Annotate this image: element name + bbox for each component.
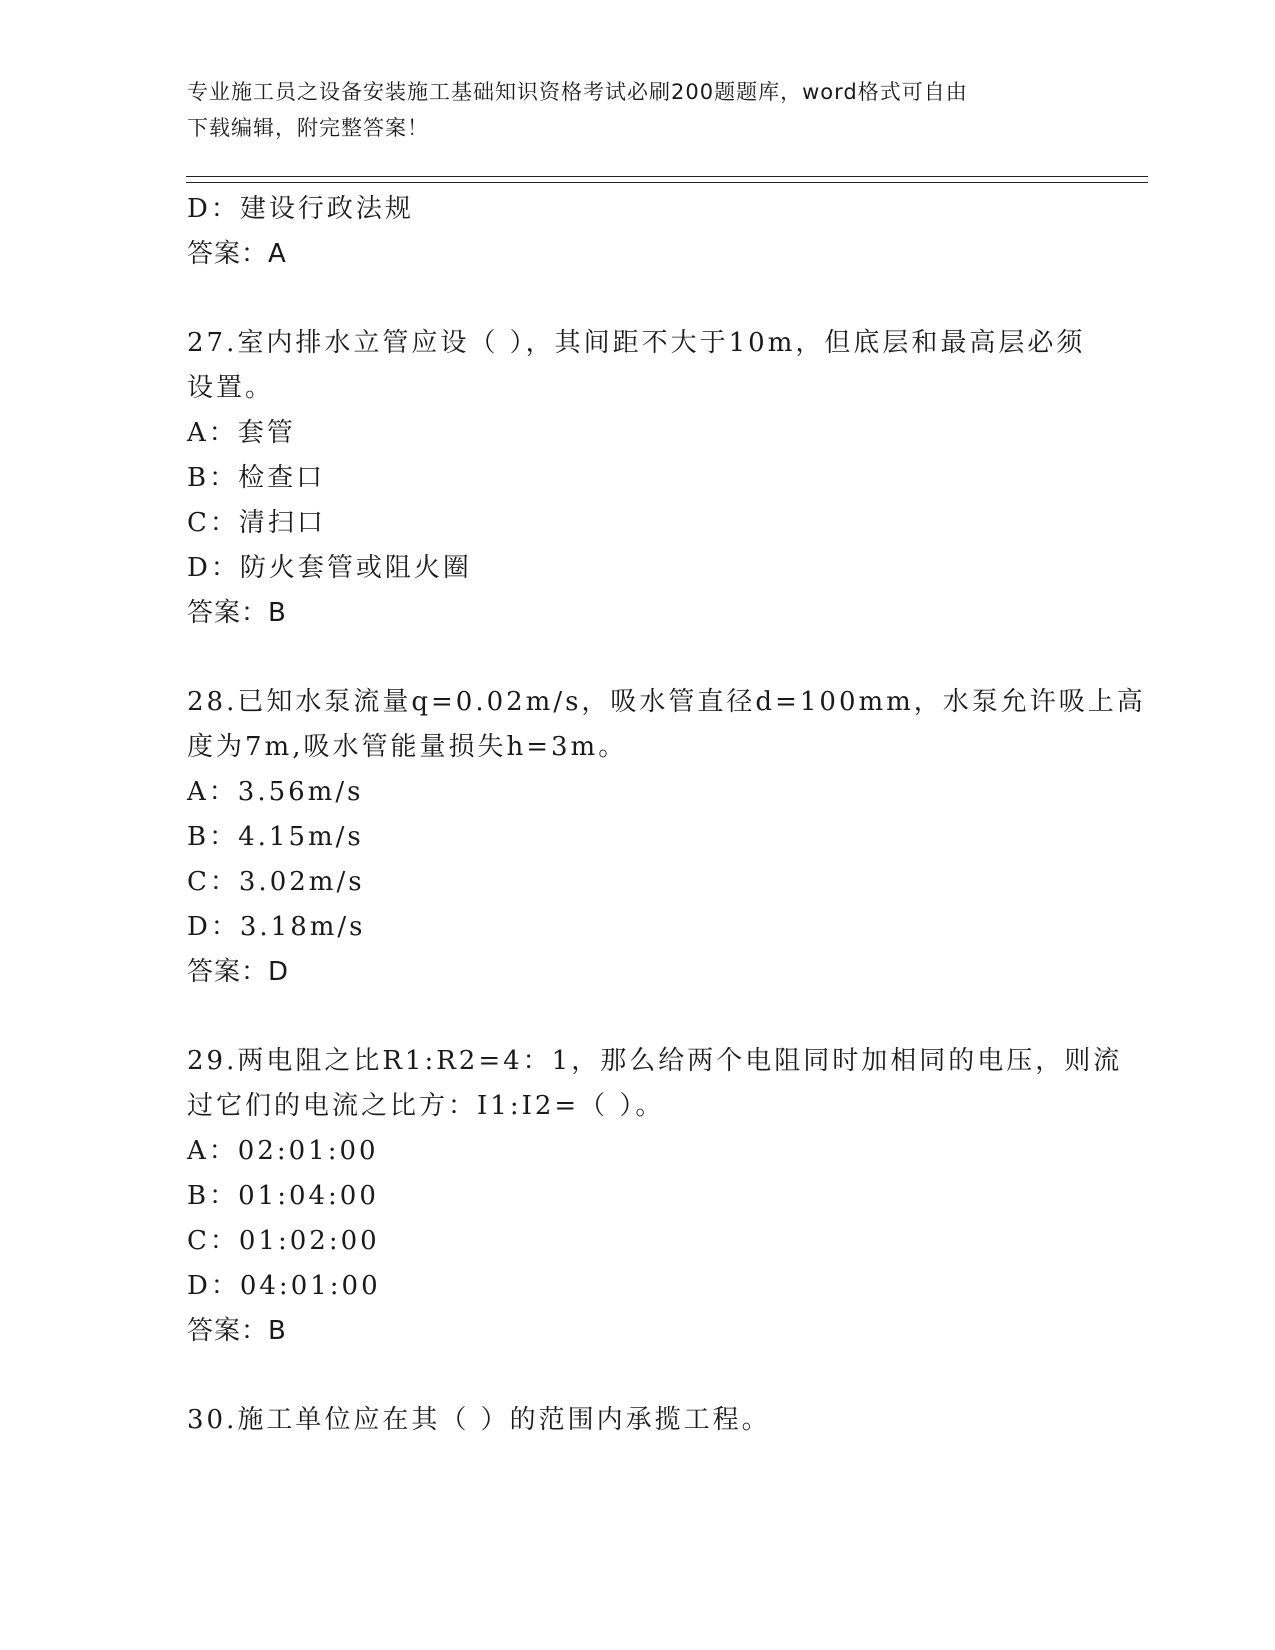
option-c: C：3.02m/s	[187, 867, 365, 897]
option-b: B：检查口	[187, 463, 326, 493]
question-stem: 28.已知水泵流量q=0.02m/s，吸水管直径d=100mm，水泵允许吸上高	[187, 687, 1146, 717]
question-stem-continued: 度为7m,吸水管能量损失h=3m。	[187, 732, 628, 762]
option-d: D：04:01:00	[187, 1271, 381, 1301]
question-stem: 27.室内排水立管应设（ ），其间距不大于10m，但底层和最高层必须	[187, 328, 1086, 358]
question-29	[187, 1039, 1123, 1354]
answer-line: 答案：A	[187, 239, 287, 269]
question-stem-continued: 设置。	[187, 373, 275, 403]
question-30	[187, 1398, 1087, 1443]
question-spacer	[187, 995, 1087, 1039]
question-stem: 30.施工单位应在其（ ）的范围内承揽工程。	[187, 1405, 771, 1435]
question-list	[187, 187, 1146, 1443]
answer-line: 答案：B	[187, 598, 287, 628]
option-d: D：建设行政法规	[187, 194, 414, 224]
question-28	[187, 680, 1146, 995]
question-stem-continued: 过它们的电流之比方：I1:I2=（ ）。	[187, 1091, 665, 1121]
answer-line: 答案：D	[187, 957, 290, 987]
header-title-line-1: 专业施工员之设备安装施工基础知识资格考试必刷200题题库，word格式可自由	[187, 80, 968, 104]
option-b: B：4.15m/s	[187, 822, 364, 852]
question-27	[187, 321, 1087, 636]
header-divider-top	[186, 176, 1148, 177]
question-26-tail	[187, 187, 1087, 277]
option-d: D：防火套管或阻火圈	[187, 553, 472, 583]
option-c: C：清扫口	[187, 508, 326, 538]
option-a: A：套管	[187, 418, 296, 448]
question-spacer	[187, 636, 1087, 680]
answer-line: 答案：B	[187, 1316, 287, 1346]
question-spacer	[187, 277, 1087, 321]
document-header	[187, 74, 1067, 146]
option-d: D：3.18m/s	[187, 912, 366, 942]
question-spacer	[187, 1354, 1087, 1398]
option-c: C：01:02:00	[187, 1226, 380, 1256]
header-title-line-2: 下载编辑，附完整答案！	[187, 116, 429, 140]
question-stem: 29.两电阻之比R1:R2=4：1，那么给两个电阻同时加相同的电压，则流	[187, 1046, 1123, 1076]
option-a: A：02:01:00	[187, 1136, 379, 1166]
option-b: B：01:04:00	[187, 1181, 379, 1211]
header-divider-bottom	[186, 182, 1148, 183]
option-a: A：3.56m/s	[187, 777, 364, 807]
